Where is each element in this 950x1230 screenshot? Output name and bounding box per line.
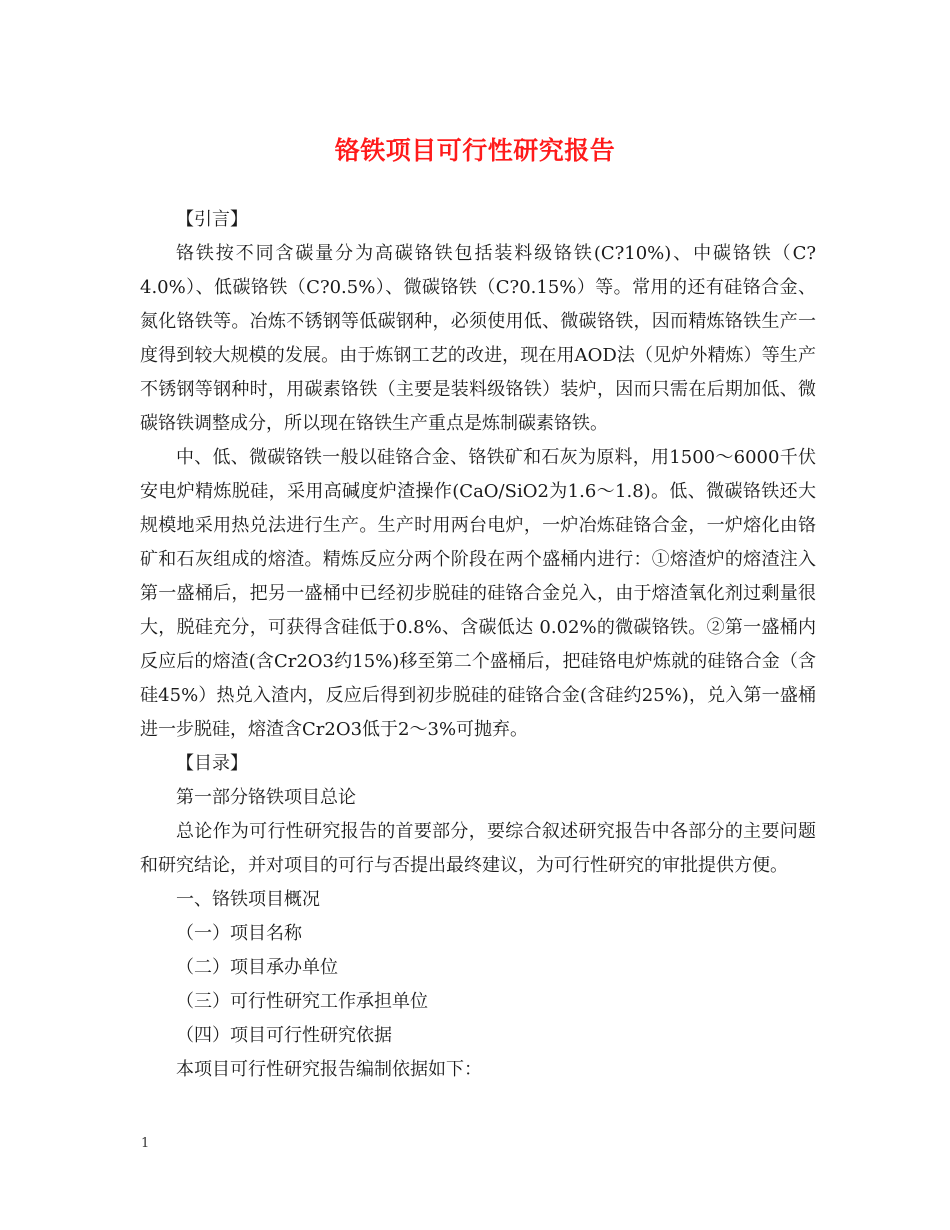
page-number: 1 xyxy=(141,1136,150,1151)
toc-item-overview: 一、铬铁项目概况 xyxy=(176,889,320,910)
section-heading-toc: 【目录】 xyxy=(176,753,248,774)
paragraph-intro-2: 中、低、微碳铬铁一般以硅铬合金、铬铁矿和石灰为原料，用1500～6000千伏安电炉精炼脱硅，采用高碱度炉渣操作(CaO/SiO2为1.6～1.8)。低、微碳铬铁还大规模地采用热兑法进行生产。生产时用两台电炉，一炉冶炼硅铬合金，一炉熔化由铬矿和石灰组成的熔渣。精炼反应分两个阶段在两个盛桶内进行：①熔渣炉的熔渣注入第一盛桶后，把另一盛桶中已经初步脱硅的硅铬合金兑入，由于熔渣氧化剂过剩量很大，脱硅充分，可获得含硅低于0.8%、含碳低达 0.02%的微碳铬铁。②第一盛桶内反应后的熔渣(含Cr2O3约15%)移至第二个盛桶后，把硅铬电炉炼就的硅铬合金（含硅45%）热兑入渣内，反应后得到初步脱硅的硅铬合金(含硅约25%)，兑入第一盛桶进一步脱硅，熔渣含Cr2O3低于2～3%可抛弃。 xyxy=(140,447,816,740)
paragraph-summary: 总论作为可行性研究报告的首要部分，要综合叙述研究报告中各部分的主要问题和研究结论，并对项目的可行与否提出最终建议，为可行性研究的审批提供方便。 xyxy=(140,821,816,876)
toc-item-project-name: （一）项目名称 xyxy=(176,923,302,944)
paragraph-basis-intro: 本项目可行性研究报告编制依据如下： xyxy=(176,1059,482,1080)
section-heading-intro: 【引言】 xyxy=(176,209,248,230)
toc-item-basis: （四）项目可行性研究依据 xyxy=(176,1025,392,1046)
document-body xyxy=(140,203,816,1087)
toc-part-one: 第一部分铬铁项目总论 xyxy=(176,787,356,808)
document-title: 铬铁项目可行性研究报告 xyxy=(334,136,616,165)
toc-item-sponsor: （二）项目承办单位 xyxy=(176,957,338,978)
toc-item-research-unit: （三）可行性研究工作承担单位 xyxy=(176,991,428,1012)
paragraph-intro-1: 铬铁按不同含碳量分为高碳铬铁包括装料级铬铁(C?10%)、中碳铬铁（C?4.0%）、低碳铬铁（C?0.5%）、微碳铬铁（C?0.15%）等。常用的还有硅铬合金、氮化铬铁等。冶炼不锈钢等低碳钢种，必须使用低、微碳铬铁，因而精炼铬铁生产一度得到较大规模的发展。由于炼钢工艺的改进，现在用AOD法（见炉外精炼）等生产不锈钢等钢种时，用碳素铬铁（主要是装料级铬铁）装炉，因而只需在后期加低、微碳铬铁调整成分，所以现在铬铁生产重点是炼制碳素铬铁。 xyxy=(140,243,816,434)
